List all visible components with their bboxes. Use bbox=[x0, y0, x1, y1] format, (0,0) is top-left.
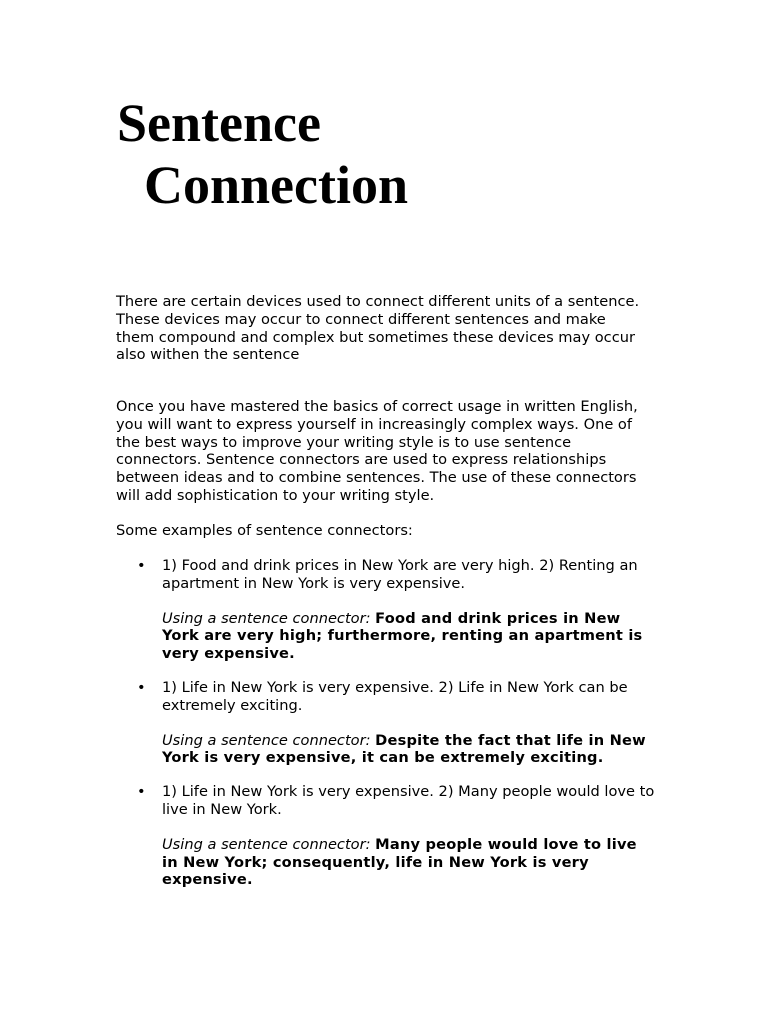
intro-paragraph: There are certain devices used to connect different units of a sentence. These devices may occur to connect different sentences and make them compound and complex but sometimes these devices may occur also withen the sentence bbox=[116, 293, 640, 364]
list-item bbox=[116, 557, 656, 663]
connector-label: Using a sentence connector: bbox=[162, 731, 371, 749]
sentence-pair: 1) Life in New York is very expensive. 2) Life in New York can be extremely exciting. bbox=[162, 678, 628, 714]
document-title bbox=[117, 92, 408, 216]
connectors-overview-paragraph: Once you have mastered the basics of correct usage in written English, you will want to express yourself in increasingly complex ways. One of the best ways to improve your writing style is to use sentence connectors. Sentence connectors are used to express relationships between ideas and to combine sentences. The use of these connectors will add sophistication to your writing style. bbox=[116, 398, 638, 504]
sentence-pair: 1) Food and drink prices in New York are very high. 2) Renting an apartment in New York is very expensive. bbox=[162, 557, 638, 592]
connector-label: Using a sentence connector: bbox=[162, 609, 371, 627]
examples-list bbox=[116, 557, 656, 889]
list-item bbox=[116, 679, 656, 767]
connector-example bbox=[162, 836, 656, 889]
examples-intro: Some examples of sentence connectors: bbox=[116, 522, 413, 539]
combined-sentence: Despite the fact that life in New York is very expensive, it can be extremely exciting. bbox=[162, 731, 646, 767]
title-line-1: Sentence bbox=[117, 93, 321, 153]
connector-example bbox=[162, 610, 656, 663]
sentence-pair: 1) Life in New York is very expensive. 2) Many people would love to live in New York. bbox=[162, 783, 655, 818]
combined-sentence: Food and drink prices in New York are very high; furthermore, renting an apartment is very expensive. bbox=[162, 609, 643, 663]
bullet-icon: • bbox=[137, 783, 146, 801]
bullet-icon: • bbox=[137, 678, 146, 696]
list-item bbox=[116, 783, 656, 889]
combined-sentence: Many people would love to live in New York; consequently, life in New York is very expensive. bbox=[162, 835, 637, 889]
title-line-2: Connection bbox=[144, 155, 409, 215]
connector-example bbox=[162, 732, 656, 768]
bullet-icon: • bbox=[137, 557, 146, 574]
connector-label: Using a sentence connector: bbox=[162, 835, 371, 853]
